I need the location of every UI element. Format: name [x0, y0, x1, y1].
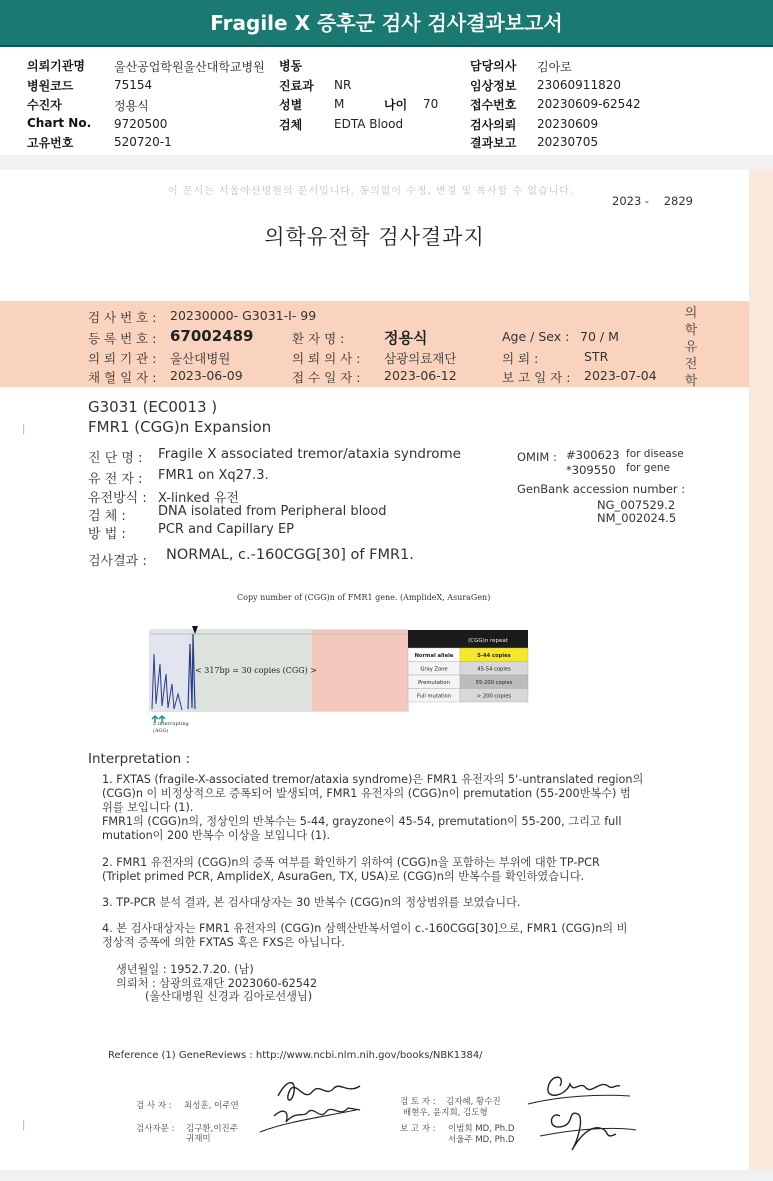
exam-no-value: 20230000- G3031-I- 99 [170, 308, 317, 323]
result-value: NORMAL, c.-160CGG[30] of FMR1. [166, 547, 414, 563]
omim-label: OMIM : [517, 450, 557, 464]
specimen-type-value: DNA isolated from Peripheral blood [158, 504, 387, 519]
examiner-label: 검 사 자 : [136, 1101, 172, 1111]
doc-num: 2829 [663, 194, 693, 208]
age-label: 나이 [384, 98, 408, 112]
requester-line-2: (울산대병원 신경과 김아로선생님) [145, 990, 313, 1003]
examiner-value: 최성훈, 이주연 [184, 1101, 239, 1111]
reference-line: Reference (1) GeneReviews : http://www.ncbi.nlm.nih.gov/books/NBK1384/ [108, 1050, 483, 1061]
receipt-value: 20230609-62542 [537, 97, 641, 111]
inheritance-value: X-linked 유전 [158, 491, 239, 506]
hosp-code-label: 병원코드 [27, 79, 74, 93]
genbank-nm: NM_002024.5 [597, 511, 677, 525]
org-label: 의 뢰 기 관 : [88, 351, 157, 366]
page-title: 의학유전학 검사결과지 [264, 225, 485, 249]
arrow-note-1: 2 interrupting [153, 721, 189, 727]
reviewer-label: 검 토 자 : [400, 1097, 436, 1107]
omim-disease-id: #300623 [566, 448, 620, 462]
request-value: 20230609 [537, 117, 599, 131]
interp-line-2: (CGG)n 이 비정상적으로 증폭되어 발생되며, FMR1 유전자의 (CGG)n이 premutation (55-200반복수) 범 [102, 787, 631, 800]
repeat-row-range: 5-44 copies [477, 653, 511, 659]
req-org-label: 의뢰기관명 [27, 59, 85, 73]
advisor-value-2: 귀재미 [186, 1134, 211, 1144]
repeat-table [408, 630, 528, 702]
doctor-value: 김아로 [537, 60, 572, 74]
exam-no-label: 검 사 번 호 : [88, 310, 157, 325]
clinical-value: 23060911820 [537, 78, 621, 92]
patient-value: 정용식 [114, 99, 149, 113]
method-value: PCR and Capillary EP [158, 522, 294, 537]
repeat-row-category: Normal allele [414, 653, 454, 659]
interp-line-7: (Triplet primed PCR, AmplideX, AsuraGen, TX, USA)로 (CGG)n의 반복수를 확인하였습니다. [102, 870, 585, 883]
patient-label: 수진자 [27, 98, 62, 112]
genbank-ng: NG_007529.2 [597, 498, 676, 512]
side-vertical-label: 의 학 유 전 학 [684, 306, 698, 389]
gene-label: 유 전 자 : [88, 472, 143, 487]
doc-year: 2023 - [612, 194, 650, 208]
reporter-value-1: 이범희 MD, Ph.D [448, 1124, 515, 1134]
interp-line-8: 3. TP-PCR 분석 결과, 본 검사대상자는 30 반복수 (CGG)n의 정상범위를 보였습니다. [102, 896, 521, 909]
gene-value: FMR1 on Xq27.3. [158, 468, 269, 483]
interpretation-heading: Interpretation : [88, 751, 191, 767]
patient-name-value: 정용식 [384, 329, 428, 347]
collect-date-value: 2023-06-09 [170, 368, 243, 383]
reviewer-value-2: 배현우, 윤지희, 김도형 [403, 1108, 488, 1118]
chart-no-value: 9720500 [114, 117, 168, 131]
doctor-label: 담당의사 [470, 59, 517, 73]
req-org-value: 울산공업학원울산대학교병원 [114, 60, 265, 74]
test-name: FMR1 (CGG)n Expansion [88, 418, 272, 436]
receipt-label: 접수번호 [470, 98, 517, 112]
dept-value: NR [334, 78, 352, 92]
requester-line: 의뢰처 : 삼광의료재단 2023060-62542 [116, 977, 318, 990]
repeat-row-range: 45-54 copies [477, 666, 511, 673]
chart-title: Copy number of (CGG)n of FMR1 gene. (AmplideX, AsuraGen) [237, 593, 491, 602]
interp-line-6: 2. FMR1 유전자의 (CGG)n의 증폭 여부를 확인하기 위하여 (CGG)n을 포함하는 부위에 대한 TP-PCR [102, 856, 600, 869]
copy-notice: 이 문서는 서울아산병원의 문서입니다. 동의없이 수정, 변경 및 복사할 수 없습니다. [168, 186, 575, 197]
collect-date-label: 채 혈 일 자 : [88, 370, 157, 385]
interp-line-5: mutation이 200 반복수 이상을 보입니다 (1). [102, 829, 331, 842]
req-doctor-value: 삼광의료재단 [384, 351, 457, 366]
expanded-region [312, 630, 408, 711]
reporter-value-2: 서울주 MD, Ph.D [448, 1135, 515, 1145]
advisor-label: 검사자문 : [136, 1124, 175, 1134]
chart-no-label: Chart No. [27, 116, 92, 130]
report-banner-title: Fragile X 증후군 검사 검사결과보고서 [0, 0, 773, 47]
repeat-row-category: Premutation [418, 680, 450, 686]
edge-tick-1: | [22, 424, 26, 435]
report-date-value: 20230705 [537, 135, 599, 149]
repeat-row-range: > 200 copies [476, 693, 512, 700]
separator-band [0, 155, 773, 170]
report-date-label: 결과보고 [470, 136, 517, 150]
interp-line-4: FMR1의 (CGG)n의, 정상인의 반복수는 5-44, grayzone이 45-54, premutation이 55-200, 그리고 full [102, 815, 622, 828]
method-label: 방 법 : [88, 527, 126, 542]
omim-gene-note: for gene [626, 462, 671, 474]
capillary-ep-figure [146, 624, 536, 736]
bottom-band [0, 1170, 773, 1181]
document-number [612, 194, 693, 208]
genbank-label: GenBank accession number : [517, 482, 686, 496]
sex-label: 성별 [279, 98, 303, 112]
specimen-value: EDTA Blood [334, 117, 404, 131]
edge-tick-2: | [22, 1120, 26, 1131]
examiner-signature [256, 1072, 376, 1142]
specimen-type-label: 검 체 : [88, 509, 126, 524]
interp-line-1: 1. FXTAS (fragile-X-associated tremor/ataxia syndrome)은 FMR1 유전자의 5'-untranslated region의 [102, 773, 644, 786]
repeat-row-category: Gray Zone [420, 666, 448, 673]
receipt-date-label: 접 수 일 자 : [292, 370, 361, 385]
interp-line-10: 정상적 증폭에 의한 FXTAS 혹은 FXS은 아닙니다. [102, 936, 345, 949]
unique-no-value: 520720-1 [114, 135, 172, 149]
advisor-value-1: 김구환,이진주 [186, 1124, 238, 1134]
hosp-code-value: 75154 [114, 78, 153, 92]
repeat-row-category: Full mutation [416, 693, 452, 700]
arrow-note-2: (AGG) [153, 728, 169, 734]
reg-no-label: 등 록 번 호 : [88, 331, 157, 346]
request-label: 검사의뢰 [470, 118, 517, 132]
request-type-value: STR [584, 349, 609, 364]
birth-date: 생년월일 : 1952.7.20. (남) [116, 963, 254, 976]
report-date-value-2: 2023-07-04 [584, 368, 657, 383]
interp-line-3: 위를 보입니다 (1). [102, 801, 194, 814]
age-value: 70 [423, 97, 439, 111]
sex-value: M [334, 97, 345, 111]
clinical-label: 임상정보 [470, 79, 517, 93]
dept-label: 진료과 [279, 79, 314, 93]
reviewer-signature [520, 1070, 640, 1166]
chart-center-label: < 317bp = 30 copies (CGG) > [194, 666, 318, 675]
paper-edge-strip [749, 170, 773, 1170]
repeat-table-header: (CGG)n repeat [468, 638, 508, 644]
reporter-label: 보 고 자 : [400, 1124, 436, 1134]
interp-line-9: 4. 본 검사대상자는 FMR1 유전자의 (CGG)n 삼핵산반복서열이 c.-160CGG[30]으로, FMR1 (CGG)n의 비 [102, 922, 628, 935]
diagnosis-value: Fragile X associated tremor/ataxia syndrome [158, 446, 461, 462]
receipt-date-value: 2023-06-12 [384, 368, 457, 383]
ward-label: 병동 [279, 59, 303, 73]
repeat-row-range: 55-200 copies [475, 680, 513, 686]
patient-name-label: 환 자 명 : [292, 331, 345, 346]
age-sex-value: 70 / M [580, 329, 619, 344]
diagnosis-label: 진 단 명 : [88, 451, 143, 466]
age-sex-label: Age / Sex : [502, 329, 570, 344]
result-label: 검사결과 : [88, 554, 147, 569]
omim-gene-id: *309550 [566, 463, 616, 477]
unique-no-label: 고유번호 [27, 136, 74, 150]
request-type-label: 의 뢰 : [502, 351, 539, 366]
omim-disease-note: for disease [626, 448, 684, 460]
reg-no-value: 67002489 [170, 327, 254, 345]
req-doctor-label: 의 뢰 의 사 : [292, 351, 361, 366]
org-value: 울산대병원 [170, 351, 231, 366]
inheritance-label: 유전방식 : [88, 491, 147, 506]
test-code: G3031 (EC0013 ) [88, 398, 218, 416]
header-info [0, 50, 773, 155]
specimen-label: 검체 [279, 118, 303, 132]
reviewer-value-1: 김자혜, 황수진 [446, 1097, 501, 1107]
report-date-label-2: 보 고 일 자 : [502, 370, 571, 385]
